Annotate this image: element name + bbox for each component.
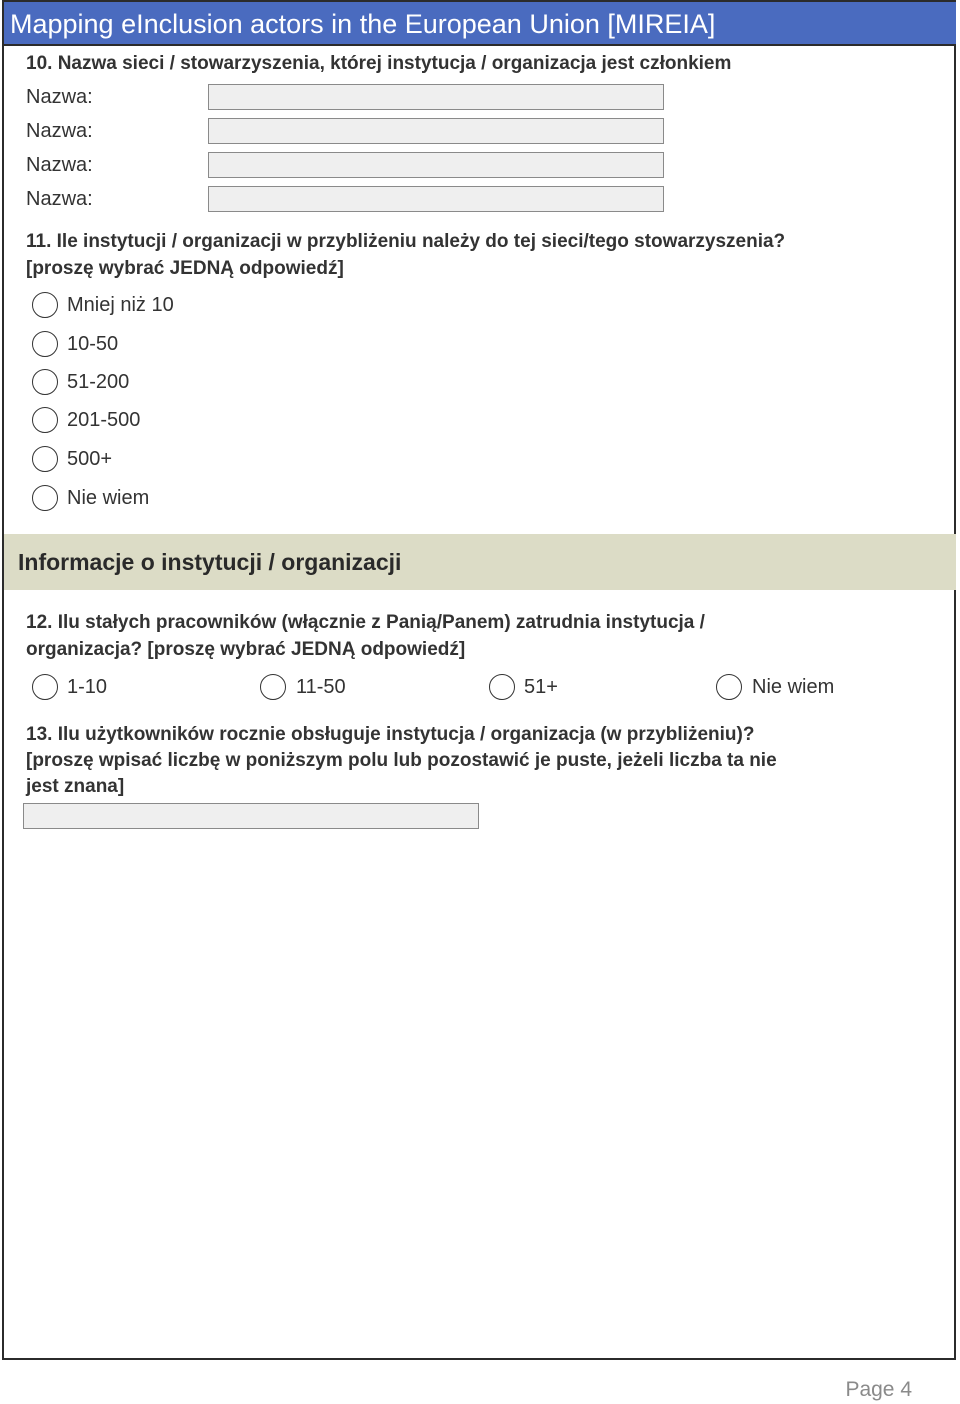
q12-title: 12. Ilu stałych pracowników (włącznie z Panią/Panem) zatrudnia instytucja / [26, 612, 705, 633]
q10-name-input-3[interactable] [208, 152, 664, 178]
q12-radio-dont-know[interactable] [716, 674, 742, 700]
q12-radio-11-50[interactable] [260, 674, 286, 700]
page-number: Page 4 [845, 1378, 912, 1401]
q13-instruction-cont: jest znana] [26, 776, 125, 797]
q12-radio-1-10[interactable] [32, 674, 58, 700]
q13-instruction: [proszę wpisać liczbę w poniższym polu lub pozostawić je puste, jeżeli liczba ta nie [26, 750, 777, 771]
q11-instruction: [proszę wybrać JEDNĄ odpowiedź] [26, 258, 344, 279]
section-header-institution-info: Informacje o instytucji / organizacji [4, 534, 956, 590]
q10-title: 10. Nazwa sieci / stowarzyszenia, której instytucja / organizacja jest członkiem [26, 53, 732, 74]
q11-option-label: 10-50 [67, 333, 119, 355]
q10-name-input-2[interactable] [208, 118, 664, 144]
q11-option-label: 51-200 [67, 371, 130, 393]
q13-title: 13. Ilu użytkowników rocznie obsługuje instytucja / organizacja (w przybliżeniu)? [26, 724, 755, 745]
form-title: Mapping eInclusion actors in the European Union [MIREIA] [4, 2, 956, 46]
q12-title-cont: organizacja? [proszę wybrać JEDNĄ odpowiedź] [26, 639, 466, 660]
q10-name-input-4[interactable] [208, 186, 664, 212]
q10-name-label-3: Nazwa: [26, 154, 93, 176]
q11-radio-10-50[interactable] [32, 331, 58, 357]
q12-option-label: 1-10 [67, 676, 108, 698]
q11-option-label: Nie wiem [67, 487, 150, 509]
q11-option-label: Mniej niż 10 [67, 294, 174, 316]
q12-option-label: Nie wiem [752, 676, 835, 698]
q11-radio-less-than-10[interactable] [32, 292, 58, 318]
q12-radio-51-plus[interactable] [489, 674, 515, 700]
q11-radio-201-500[interactable] [32, 407, 58, 433]
q13-users-input[interactable] [23, 803, 479, 829]
q11-title: 11. Ile instytucji / organizacji w przybliżeniu należy do tej sieci/tego stowarzyszenia? [26, 231, 786, 252]
q10-name-label-2: Nazwa: [26, 120, 93, 142]
q10-name-label-4: Nazwa: [26, 188, 93, 210]
q10-name-input-1[interactable] [208, 84, 664, 110]
q11-radio-dont-know[interactable] [32, 485, 58, 511]
q12-option-label: 51+ [524, 676, 558, 698]
q12-option-label: 11-50 [296, 676, 346, 698]
q11-radio-500-plus[interactable] [32, 446, 58, 472]
q11-option-label: 201-500 [67, 409, 141, 431]
q11-radio-51-200[interactable] [32, 369, 58, 395]
q10-name-label-1: Nazwa: [26, 86, 93, 108]
q11-option-label: 500+ [67, 448, 113, 470]
